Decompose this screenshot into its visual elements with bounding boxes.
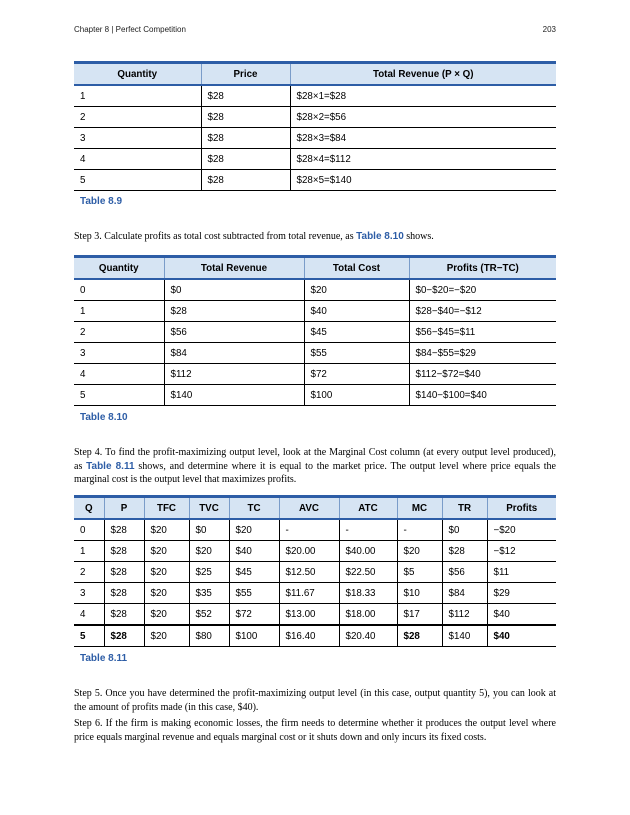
table-cell: 5 xyxy=(74,385,164,406)
table-cell: $40 xyxy=(487,625,556,647)
table-caption-8-11: Table 8.11 xyxy=(80,653,128,664)
table-cell: $22.50 xyxy=(339,562,397,583)
table-cell: $20 xyxy=(144,625,189,647)
table-row xyxy=(74,562,556,583)
column-header: Quantity xyxy=(74,63,201,86)
column-header: P xyxy=(104,497,144,520)
table-cell: $45 xyxy=(229,562,279,583)
column-header: Price xyxy=(201,63,290,86)
step-4-text-end: shows, and determine where it is equal to the market price. The output level where price equals the marginal cost is the output level that maximizes profits. xyxy=(74,460,556,485)
table-cell: $11 xyxy=(487,562,556,583)
table-8-10-link[interactable]: Table 8.10 xyxy=(356,231,404,242)
table-caption-8-10: Table 8.10 xyxy=(80,412,128,423)
table-cell: $20 xyxy=(144,519,189,541)
table-cell: $20 xyxy=(229,519,279,541)
table-cell: $40 xyxy=(487,604,556,626)
table-cell: 0 xyxy=(74,279,164,301)
table-cell: $0 xyxy=(164,279,304,301)
table-cell: $0−$20=−$20 xyxy=(409,279,556,301)
table-header-row xyxy=(74,497,556,520)
table-cell: 1 xyxy=(74,301,164,322)
table-cell: 3 xyxy=(74,583,104,604)
table-cell: $52 xyxy=(189,604,229,626)
table-cell: $16.40 xyxy=(279,625,339,647)
table-cell: −$20 xyxy=(487,519,556,541)
table-cell: $28×1=$28 xyxy=(290,85,556,107)
table-cell: $35 xyxy=(189,583,229,604)
table-row xyxy=(74,149,556,170)
table-row xyxy=(74,85,556,107)
table-cell: $20 xyxy=(144,604,189,626)
table-8-9 xyxy=(74,61,556,191)
table-cell: 4 xyxy=(74,149,201,170)
table-cell: $100 xyxy=(229,625,279,647)
table-8-11 xyxy=(74,495,556,647)
table-cell: $140 xyxy=(442,625,487,647)
table-cell: $56−$45=$11 xyxy=(409,322,556,343)
column-header: TC xyxy=(229,497,279,520)
table-cell: $18.33 xyxy=(339,583,397,604)
table-8-11-link[interactable]: Table 8.11 xyxy=(86,460,135,472)
table-row xyxy=(74,541,556,562)
table-cell: $112−$72=$40 xyxy=(409,364,556,385)
table-cell: $25 xyxy=(189,562,229,583)
table-cell: 2 xyxy=(74,322,164,343)
step-5-paragraph: Step 5. Once you have determined the profit-maximizing output level (in this case, output quantity 5), you can look at the amount of profits made (in this case, $40). xyxy=(74,688,556,713)
table-row xyxy=(74,128,556,149)
table-cell: $28 xyxy=(442,541,487,562)
table-cell: $28×3=$84 xyxy=(290,128,556,149)
table-cell: - xyxy=(279,519,339,541)
table-cell: 5 xyxy=(74,170,201,191)
column-header: Total Cost xyxy=(304,257,409,280)
table-cell: $28−$40=−$12 xyxy=(409,301,556,322)
table-cell: $28 xyxy=(104,519,144,541)
step-3-paragraph xyxy=(74,230,556,244)
step-3-text: Step 3. Calculate profits as total cost subtracted from total revenue, as xyxy=(74,231,357,242)
table-row xyxy=(74,322,556,343)
column-header: ATC xyxy=(339,497,397,520)
table-cell: $13.00 xyxy=(279,604,339,626)
table-caption-8-9: Table 8.9 xyxy=(80,196,123,207)
column-header: Profits xyxy=(487,497,556,520)
column-header: Total Revenue (P × Q) xyxy=(290,63,556,86)
table-cell: $84 xyxy=(164,343,304,364)
table-cell: $45 xyxy=(304,322,409,343)
table-row xyxy=(74,279,556,301)
table-cell: $40 xyxy=(304,301,409,322)
running-header-chapter: Chapter 8 | Perfect Competition xyxy=(74,25,186,34)
table-cell: $112 xyxy=(442,604,487,626)
column-header: Total Revenue xyxy=(164,257,304,280)
table-cell: $29 xyxy=(487,583,556,604)
table-cell: $56 xyxy=(164,322,304,343)
table-cell: $17 xyxy=(397,604,442,626)
table-cell: - xyxy=(339,519,397,541)
table-cell: $20 xyxy=(144,583,189,604)
table-cell: $11.67 xyxy=(279,583,339,604)
table-row xyxy=(74,519,556,541)
table-cell: $28 xyxy=(201,85,290,107)
page-number: 203 xyxy=(542,25,556,34)
step-4-text: Step 4. To find the profit-maximizing output level, look at the Marginal Cost column (at every output level produced), as xyxy=(74,447,556,472)
table-cell: $0 xyxy=(442,519,487,541)
table-8-10 xyxy=(74,255,556,406)
table-cell: $18.00 xyxy=(339,604,397,626)
column-header: Profits (TR−TC) xyxy=(409,257,556,280)
column-header: TVC xyxy=(189,497,229,520)
table-row xyxy=(74,604,556,626)
table-cell: - xyxy=(397,519,442,541)
table-cell: $55 xyxy=(304,343,409,364)
table-cell: $28×4=$112 xyxy=(290,149,556,170)
table-row xyxy=(74,364,556,385)
step-6-paragraph: Step 6. If the firm is making economic losses, the firm needs to determine whether it produces the output level where price equals marginal revenue and equals marginal cost or it shuts down and only incurs its fixed costs. xyxy=(74,718,556,743)
table-cell: $28 xyxy=(104,604,144,626)
table-cell: $40 xyxy=(229,541,279,562)
table-cell: 0 xyxy=(74,519,104,541)
step-3-text-end: shows. xyxy=(403,231,434,242)
table-cell: $84 xyxy=(442,583,487,604)
table-cell: $28×2=$56 xyxy=(290,107,556,128)
table-cell: $28 xyxy=(397,625,442,647)
table-row xyxy=(74,625,556,647)
table-cell: $28 xyxy=(201,107,290,128)
table-cell: $20 xyxy=(144,562,189,583)
column-header: Q xyxy=(74,497,104,520)
table-cell: $72 xyxy=(304,364,409,385)
table-cell: 1 xyxy=(74,541,104,562)
table-cell: $72 xyxy=(229,604,279,626)
table-cell: −$12 xyxy=(487,541,556,562)
column-header: Quantity xyxy=(74,257,164,280)
table-cell: $20 xyxy=(189,541,229,562)
table-cell: $28 xyxy=(201,128,290,149)
table-cell: $28 xyxy=(164,301,304,322)
table-cell: $28 xyxy=(104,562,144,583)
table-cell: 2 xyxy=(74,107,201,128)
table-cell: $28 xyxy=(201,170,290,191)
table-cell: 4 xyxy=(74,604,104,626)
table-cell: $12.50 xyxy=(279,562,339,583)
table-cell: $84−$55=$29 xyxy=(409,343,556,364)
table-cell: $20 xyxy=(144,541,189,562)
table-cell: $20 xyxy=(304,279,409,301)
table-cell: $10 xyxy=(397,583,442,604)
table-cell: $28 xyxy=(104,583,144,604)
table-cell: $20.40 xyxy=(339,625,397,647)
table-cell: $80 xyxy=(189,625,229,647)
table-header-row xyxy=(74,257,556,280)
table-cell: $0 xyxy=(189,519,229,541)
table-row xyxy=(74,343,556,364)
column-header: MC xyxy=(397,497,442,520)
table-cell: 2 xyxy=(74,562,104,583)
table-row xyxy=(74,107,556,128)
table-cell: 3 xyxy=(74,128,201,149)
table-cell: $20.00 xyxy=(279,541,339,562)
table-cell: 1 xyxy=(74,85,201,107)
table-cell: $55 xyxy=(229,583,279,604)
table-cell: $140−$100=$40 xyxy=(409,385,556,406)
table-cell: $5 xyxy=(397,562,442,583)
table-row xyxy=(74,385,556,406)
table-row xyxy=(74,170,556,191)
table-row xyxy=(74,583,556,604)
table-cell: 4 xyxy=(74,364,164,385)
column-header: TFC xyxy=(144,497,189,520)
table-cell: $140 xyxy=(164,385,304,406)
step-4-paragraph xyxy=(74,446,556,487)
table-cell: $112 xyxy=(164,364,304,385)
table-cell: $40.00 xyxy=(339,541,397,562)
table-cell: $28 xyxy=(104,625,144,647)
table-cell: $28×5=$140 xyxy=(290,170,556,191)
column-header: TR xyxy=(442,497,487,520)
table-cell: $28 xyxy=(201,149,290,170)
table-cell: $28 xyxy=(104,541,144,562)
table-cell: $20 xyxy=(397,541,442,562)
table-row xyxy=(74,301,556,322)
table-header-row xyxy=(74,63,556,86)
table-cell: 5 xyxy=(74,625,104,647)
table-cell: $100 xyxy=(304,385,409,406)
column-header: AVC xyxy=(279,497,339,520)
table-cell: $56 xyxy=(442,562,487,583)
table-cell: 3 xyxy=(74,343,164,364)
